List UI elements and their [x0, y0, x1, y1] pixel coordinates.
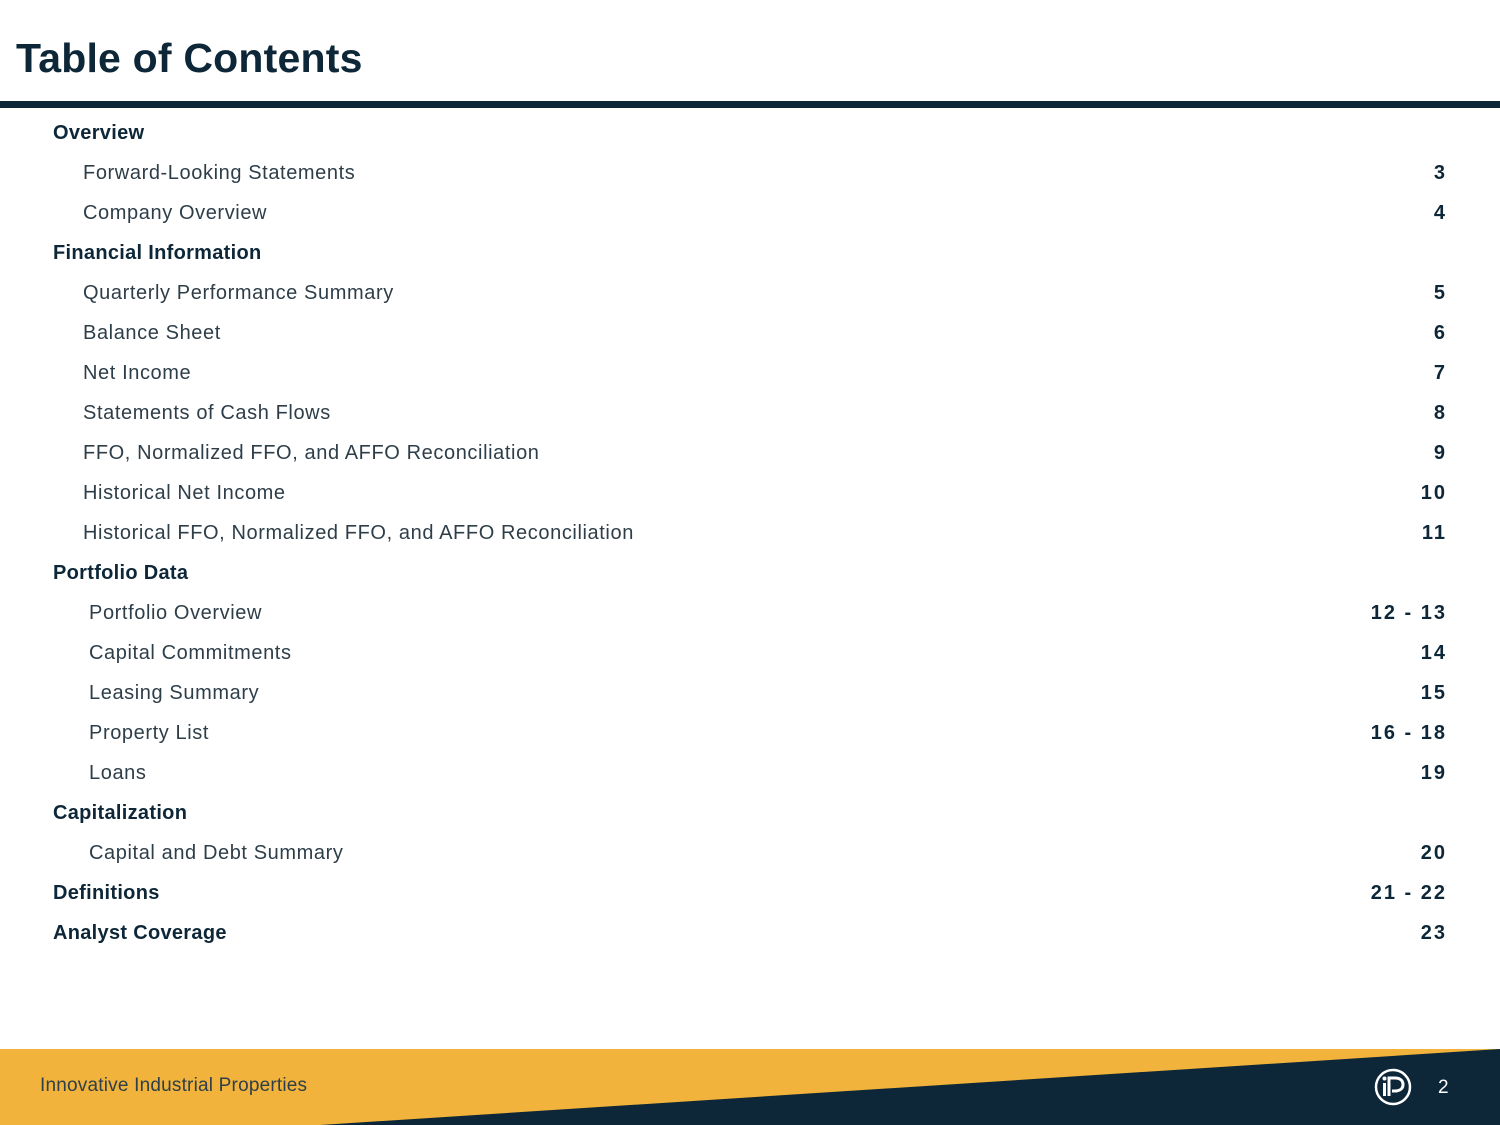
toc-entry-label: Company Overview [83, 202, 268, 224]
toc-entry-label: Portfolio Overview [89, 602, 263, 624]
footer [0, 1049, 1500, 1125]
footer-page-number: 2 [1438, 1077, 1449, 1098]
toc-entry-page: 14 [1420, 642, 1447, 664]
toc-item-loans[interactable] [0, 753, 1500, 793]
toc-entry-page: 7 [1433, 362, 1447, 384]
toc-entry-page: 5 [1433, 282, 1447, 304]
toc-entry-page: 11 [1421, 522, 1447, 544]
toc-entry-label: Property List [89, 722, 210, 744]
toc-item-balance-sheet[interactable] [0, 313, 1500, 353]
iip-logo-icon [1373, 1067, 1413, 1107]
toc-item-property-list[interactable] [0, 713, 1500, 753]
toc-entry-label: Statements of Cash Flows [83, 402, 331, 424]
toc-entry-label: Net Income [83, 362, 192, 384]
toc-entry-label: Definitions [53, 882, 160, 904]
toc-item-company-overview[interactable] [0, 193, 1500, 233]
page-title: Table of Contents [16, 35, 363, 81]
toc-entry-label: Analyst Coverage [53, 922, 227, 944]
toc-entry-label: Capitalization [53, 802, 188, 824]
toc-item-historical-ffo-reconciliation[interactable] [0, 513, 1500, 553]
toc-section-capitalization[interactable] [0, 793, 1500, 833]
toc-entry-label: Leasing Summary [89, 682, 260, 704]
toc-item-statements-of-cash-flows[interactable] [0, 393, 1500, 433]
toc-entry-label: Quarterly Performance Summary [83, 282, 394, 304]
toc-entry-label: Capital and Debt Summary [89, 842, 344, 864]
toc-entry-page: 20 [1420, 842, 1447, 864]
toc-entry-page: 3 [1433, 162, 1447, 184]
toc-item-portfolio-overview[interactable] [0, 593, 1500, 633]
toc-entry-page: 23 [1420, 922, 1447, 944]
toc-section-analyst-coverage[interactable] [0, 913, 1500, 953]
toc-entry-label: Historical Net Income [83, 482, 286, 504]
toc-entry-page: 8 [1433, 402, 1447, 424]
toc-item-historical-net-income[interactable] [0, 473, 1500, 513]
footer-company-name: Innovative Industrial Properties [40, 1075, 308, 1096]
toc-entry-page: 16 - 18 [1370, 722, 1447, 744]
toc-entry-label: Loans [89, 762, 147, 784]
toc-entry-page: 19 [1420, 762, 1447, 784]
toc-entry-page: 9 [1433, 442, 1447, 464]
toc-entry-label: Forward-Looking Statements [83, 162, 356, 184]
toc-item-capital-and-debt-summary[interactable] [0, 833, 1500, 873]
toc-section-definitions[interactable] [0, 873, 1500, 913]
toc-item-quarterly-performance-summary[interactable] [0, 273, 1500, 313]
toc-entry-page: 15 [1420, 682, 1447, 704]
toc-entry-label: Financial Information [53, 242, 262, 264]
toc-section-financial-information[interactable] [0, 233, 1500, 273]
toc-entry-label: Historical FFO, Normalized FFO, and AFFO Reconciliation [83, 522, 634, 544]
toc-item-ffo-reconciliation[interactable] [0, 433, 1500, 473]
toc-entry-page: 4 [1433, 202, 1447, 224]
toc-item-leasing-summary[interactable] [0, 673, 1500, 713]
toc-entry-page: 6 [1433, 322, 1447, 344]
toc-item-forward-looking-statements[interactable] [0, 153, 1500, 193]
toc-entry-label: Portfolio Data [53, 562, 189, 584]
toc-entry-page: 12 - 13 [1370, 602, 1447, 624]
toc-entry-label: Capital Commitments [89, 642, 292, 664]
toc-entry-label: Overview [53, 122, 145, 144]
toc-entry-page: 21 - 22 [1370, 882, 1447, 904]
toc-entry-label: Balance Sheet [83, 322, 221, 344]
toc-item-capital-commitments[interactable] [0, 633, 1500, 673]
toc-item-net-income[interactable] [0, 353, 1500, 393]
toc-entry-page: 10 [1420, 482, 1447, 504]
toc-section-overview[interactable] [0, 113, 1500, 153]
toc-section-portfolio-data[interactable] [0, 553, 1500, 593]
toc-entry-label: FFO, Normalized FFO, and AFFO Reconciliation [83, 442, 540, 464]
